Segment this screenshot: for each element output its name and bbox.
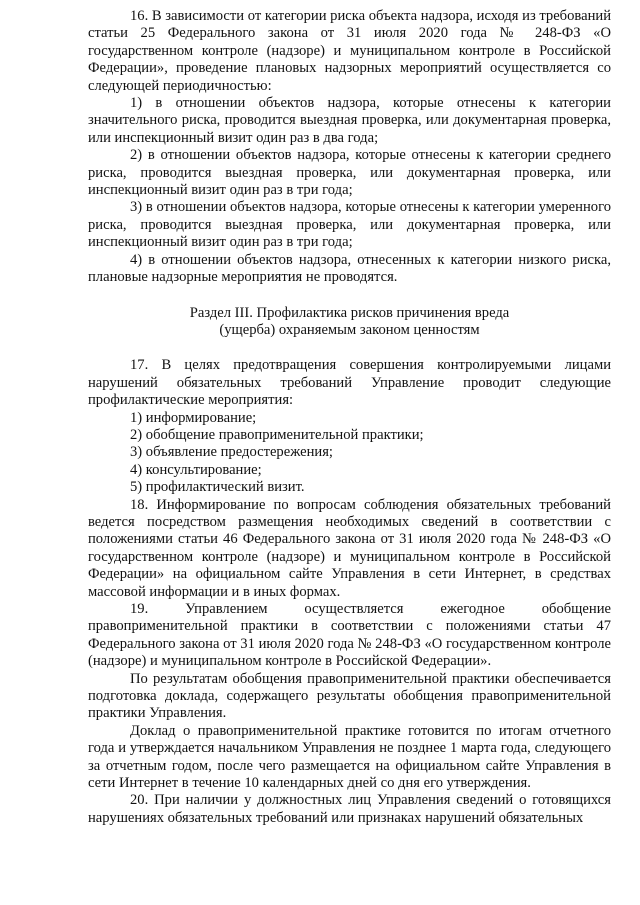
section-heading-line-1: Раздел III. Профилактика рисков причинения вреда — [189, 304, 510, 321]
list-item: 3) объявление предостережения; — [130, 444, 333, 461]
document-body — [88, 8, 611, 827]
list-item: 4) консультирование; — [130, 461, 262, 478]
paragraph-17: 17. В целях предотвращения совершения контролируемыми лицами нарушений обязательных требований Управление проводит следующие профилактические мероприятия: — [88, 357, 611, 409]
paragraph-20: 20. При наличии у должностных лиц Управления сведений о готовящихся нарушениях обязательных требований или признаках нарушений обязательных — [88, 792, 611, 826]
list-item: 5) профилактический визит. — [130, 479, 305, 496]
section-heading — [88, 305, 611, 340]
paragraph-18: 18. Информирование по вопросам соблюдения обязательных требований ведется посредством размещения необходимых сведений в соответствии с положениями статьи 46 Федерального закона от 31 июля 2020 года № 248-ФЗ «О государственном контроле (надзоре) и муниципальном контроле в Российской Федерации» на официальном сайте Управления в сети Интернет, в средствах массовой информации и в иных формах. — [88, 496, 611, 600]
paragraph: Доклад о правоприменительной практике готовится по итогам отчетного года и утверждается начальником Управления не позднее 1 марта года, следующего за отчетным годом, после чего размещается на официальном сайте Управления в сети Интернет в течение 10 календарных дней со дня его утверждения. — [88, 722, 611, 792]
list-item: 4) в отношении объектов надзора, отнесенных к категории низкого риска, плановые надзорные мероприятия не проводятся. — [88, 251, 611, 286]
list-item: 1) информирование; — [130, 409, 257, 426]
section-heading-line-2: (ущерба) охраняемым законом ценностям — [219, 321, 480, 338]
list-item: 3) в отношении объектов надзора, которые отнесены к категории умеренного риска, проводится выездная проверка, или документарная проверка, или инспекционный визит один раз в три года; — [88, 199, 611, 251]
list-item: 2) в отношении объектов надзора, которые отнесены к категории среднего риска, проводится выездная проверка, или документарная проверка, или инспекционный визит один раз в три года; — [88, 147, 611, 199]
paragraph: По результатам обобщения правоприменительной практики обеспечивается подготовка доклада, содержащего результаты обобщения правоприменительной практики Управления. — [88, 670, 611, 722]
paragraph-16: 16. В зависимости от категории риска объекта надзора, исходя из требований статьи 25 Федерального закона от 31 июля 2020 года № 248-ФЗ «О государственном контроле (надзоре) и муниципальном контроле в Российской Федерации», проведение плановых надзорных мероприятий осуществляется со следующей периодичностью: — [88, 8, 612, 94]
list-item: 2) обобщение правоприменительной практики; — [130, 426, 424, 443]
list-item: 1) в отношении объектов надзора, которые отнесены к категории значительного риска, проводится выездная проверка, или документарная проверка, или инспекционный визит один раз в два года; — [88, 95, 611, 146]
paragraph-19: 19. Управлением осуществляется ежегодное обобщение правоприменительной практики в соответствии с положениями статьи 47 Федерального закона от 31 июля 2020 года № 248-ФЗ «О государственном контроле (надзоре) и муниципальном контроле в Российской Федерации». — [88, 601, 611, 670]
